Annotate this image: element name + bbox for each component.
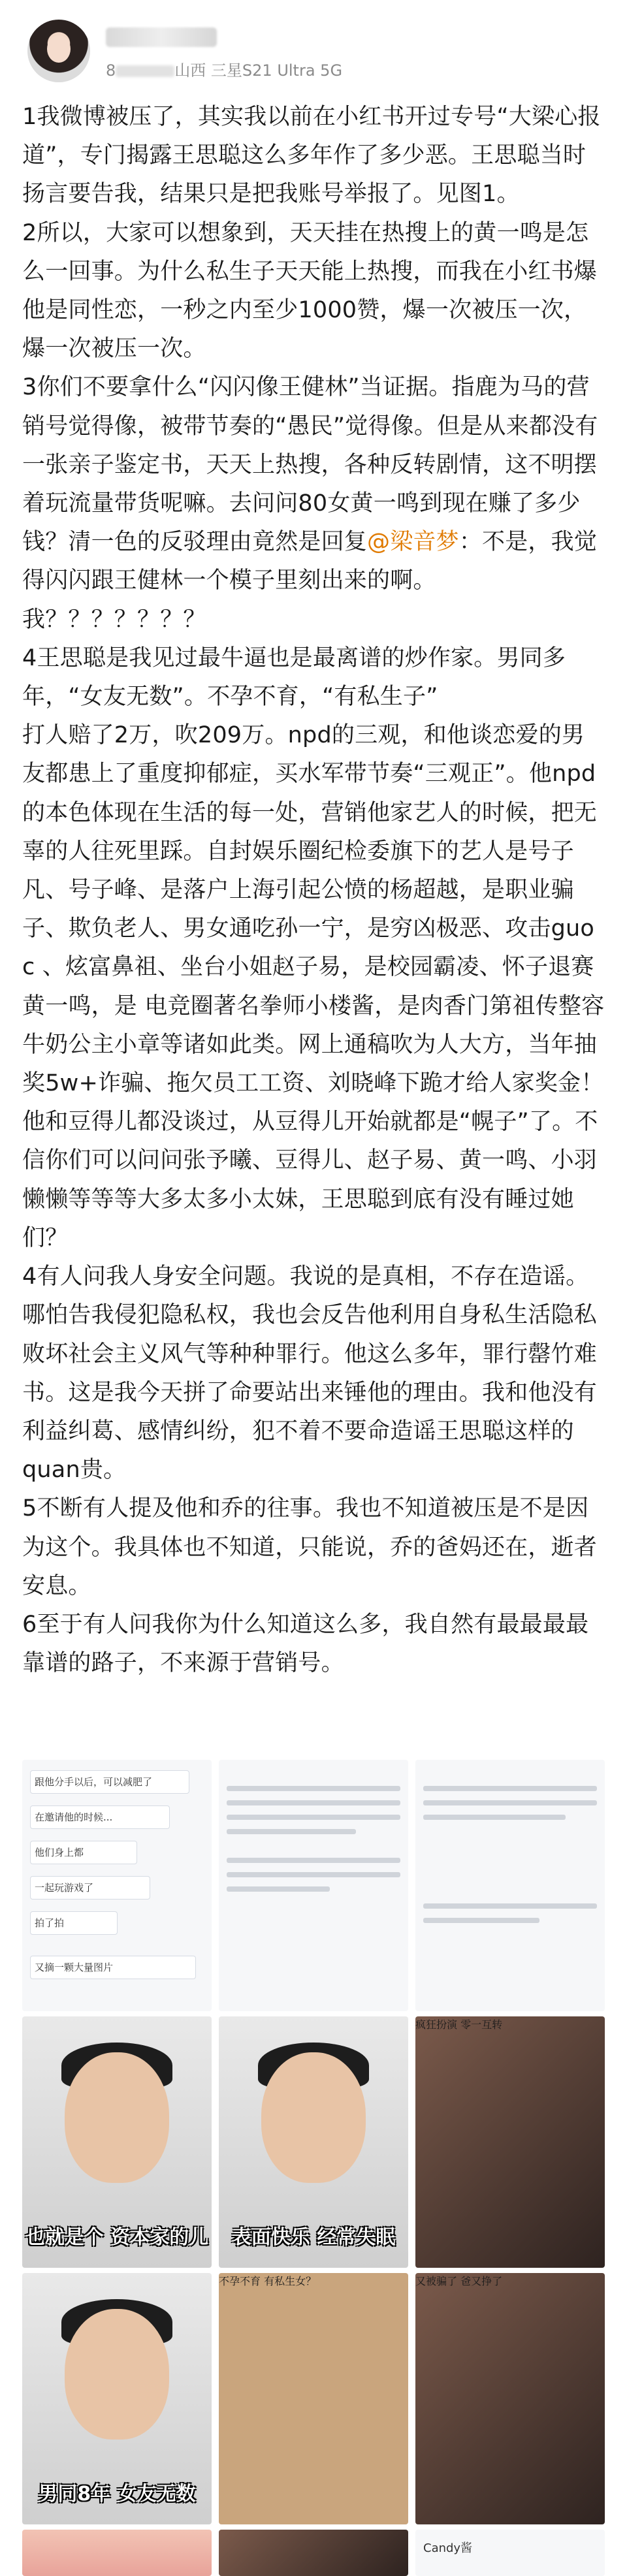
meme-caption: 疯狂扮演 零一互转 (415, 2018, 503, 2031)
meta-prefix: 8 (106, 61, 116, 80)
meme-caption: 表面快乐 经常失眠 (231, 2226, 396, 2249)
image-weibo-screenshot[interactable] (219, 1760, 408, 2011)
post-body (22, 98, 605, 1683)
image-meme-4[interactable] (22, 2273, 212, 2524)
user-mention-link[interactable]: @梁音梦 (367, 529, 459, 556)
post-meta (106, 57, 342, 80)
username-blurred[interactable] (106, 27, 217, 47)
image-meme-6[interactable] (415, 2273, 605, 2524)
paragraph-1: 1我微博被压了，其实我以前在小红书开过专号“大梁心报道”，专门揭露王思聪这么多年作了多少恶。王思聪当时扬言要告我，结果只是把我账号举报了。见图1。 (22, 104, 601, 208)
paragraph-3: 3你们不要拿什么“闪闪像王健林”当证据。指鹿为马的营销号觉得像，被带节奏的“愚民”觉得像。但是从来都没有一张亲子鉴定书，天天上热搜，各种反转剧情，这不明摆着玩流量带货呢嘛。去问问80女黄一鸣到现在赚了多少钱？清一色的反驳理由竟然是回复@梁音梦：不是，我觉得闪闪跟王健林一个模子里刻出来的啊。我？？？？？？？ (22, 374, 598, 633)
image-weibo-screenshot-2[interactable] (415, 1760, 605, 2011)
meta-redacted (116, 65, 174, 77)
meme-caption: 又被骗了 爸又挣了 (415, 2275, 503, 2287)
image-chat-screenshot[interactable]: 跟他分手以后，可以减肥了 在邀请他的时候... 他们身上都 一起玩游戏了 拍了拍 又摘一颗大量图片 (22, 1760, 212, 2011)
image-grid (22, 1760, 605, 2524)
image-profile-screenshot[interactable] (415, 2530, 605, 2576)
meme-caption: 男同8年 女友无数 (38, 2483, 196, 2505)
paragraph-2: 2所以，大家可以想象到，天天挂在热搜上的黄一鸣是怎么一回事。为什么私生子天天能上热搜，而我在小红书爆他是同性恋，一秒之内至少1000赞，爆一次被压一次，爆一次被压一次。 (22, 219, 598, 362)
meme-caption: 也就是个 资本家的儿 (25, 2226, 209, 2249)
image-photo[interactable] (219, 2530, 408, 2576)
meta-device: 三星S21 Ultra 5G (210, 61, 343, 80)
image-anime[interactable] (22, 2530, 212, 2576)
image-meme-2[interactable] (219, 2016, 408, 2268)
profile-name: Candy酱 (423, 2541, 473, 2555)
meme-caption: 不孕不育 有私生女？ (219, 2275, 317, 2287)
paragraph-6: 4有人问我人身安全问题。我说的是真相，不存在造谣。哪怕告我侵犯隐私权，我也会反告他利用自身私生活隐私败坏社会主义风气等种种罪行。他这么多年，罪行罄竹难书。这是我今天拼了命要站出来锤他的理由。我和他没有利益纠葛、感情纠纷，犯不着不要命造谣王思聪这样的quan贵。 (22, 1264, 598, 1484)
meta-location: 山西 (174, 61, 206, 80)
post-header (0, 0, 627, 91)
paragraph-4: 4王思聪是我见过最牛逼也是最离谱的炒作家。男同多年，“女友无数”。不孕不育，“有私生子” (22, 644, 566, 710)
avatar[interactable] (27, 20, 90, 82)
paragraph-7: 5不断有人提及他和乔的往事。我也不知道被压是不是因为这个。我具体也不知道，只能说，乔的爸妈还在，逝者安息。 (22, 1495, 598, 1599)
image-meme-3[interactable] (415, 2016, 605, 2268)
paragraph-8: 6至于有人问我你为什么知道这么多，我自然有最最最最靠谱的路子，不来源于营销号。 (22, 1611, 589, 1677)
paragraph-5: 打人赔了2万，吹209万。npd的三观，和他谈恋爱的男友都患上了重度抑郁症，买水军带节奏“三观正”。他npd的本色体现在生活的每一处，营销他家艺人的时候，把无辜的人往死里踩。自封娱乐圈纪检委旗下的艺人是号子凡、号子峰、是落户上海引起公愤的杨超越，是职业骗子、欺负老人、男女通吃孙一宁，是穷凶极恶、攻击guo c 、炫富鼻祖、坐台小姐赵子易，是校园霸凌、怀子退赛黄一鸣，是 电竞圈著名拳师小楼酱，是肉香门第祖传整容牛奶公主小章等诸如此类。网上通稿吹为人大方，当年抽奖5w+诈骗、拖欠员工工资、刘晓峰下跪才给人家奖金！他和豆得儿都没谈过，从豆得儿开始就都是“幌子”了。不信你们可以问问张予曦、豆得儿、赵子易、黄一鸣、小羽懒懒等等等大多太多小太妹，王思聪到底有没有睡过她们？ (22, 722, 605, 1251)
image-meme-1[interactable] (22, 2016, 212, 2268)
image-meme-5[interactable] (219, 2273, 408, 2524)
